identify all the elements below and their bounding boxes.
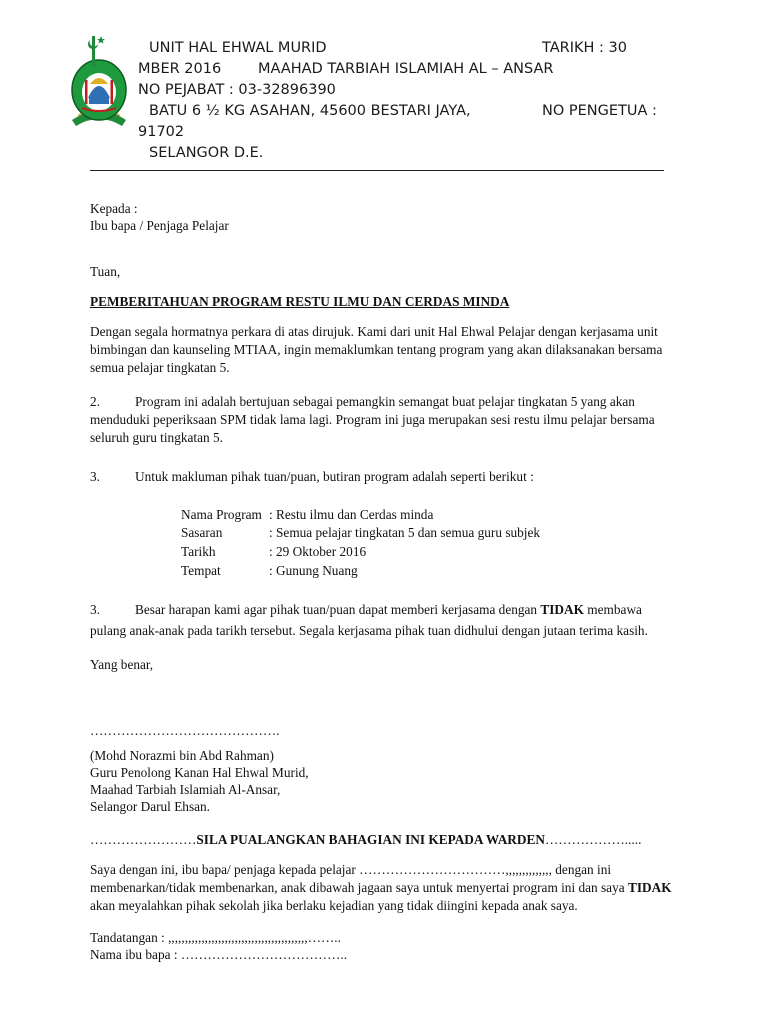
signatory-org: Maahad Tarbiah Islamiah Al-Ansar, xyxy=(90,782,281,797)
header-state: SELANGOR D.E. xyxy=(149,145,264,161)
paragraph-3-text: Untuk makluman pihak tuan/puan, butiran program adalah seperti berikut : xyxy=(135,469,534,484)
return-slip-text-1: Saya dengan ini, ibu bapa/ penjaga kepada pelajar ……………………………,,,,,,,,,,,,,, dengan ini membenarkan/tidak membenarkan, anak dibawah jagaan saya untuk menyertai program ini dan saya xyxy=(90,862,628,895)
closing: Yang benar, xyxy=(90,657,154,672)
detail-label: Sasaran xyxy=(181,525,223,540)
school-logo xyxy=(68,32,130,128)
paragraph-2-text: Program ini adalah bertujuan sebagai pemangkin semangat buat pelajar tingkatan 5 yang akan menduduki peperiksaan SPM tidak lama lagi. Program ini juga merupakan sesi restu ilmu pelajar bersama seluruh guru tingkatan 5. xyxy=(90,394,655,445)
recipient-name: Ibu bapa / Penjaga Pelajar xyxy=(90,218,229,233)
return-slip-emphasis: TIDAK xyxy=(627,880,672,895)
signatory-state: Selangor Darul Ehsan. xyxy=(90,799,211,814)
signature-field: Tandatangan : ,,,,,,,,,,,,,,,,,,,,,,,,,,,,,,,,,,,,,,,,,,…….. xyxy=(90,930,341,945)
signatory-title: Guru Penolong Kanan Hal Ehwal Murid, xyxy=(90,765,309,780)
signatory-name: (Mohd Norazmi bin Abd Rahman) xyxy=(90,748,274,763)
detail-label: Tarikh xyxy=(181,544,216,559)
paragraph-3 xyxy=(90,468,680,486)
paragraph-1: Dengan segala hormatnya perkara di atas dirujuk. Kami dari unit Hal Ehwal Pelajar dengan kerjasama unit bimbingan dan kaunseling MTIAA, ingin memaklumkan tentang program yang akan dilaksanakan bersama semua pelajar tingkatan 5. xyxy=(90,324,663,375)
recipient-label: Kepada : xyxy=(90,201,138,216)
subject-text: PEMBERITAHUAN PROGRAM RESTU ILMU DAN CERDAS MINDA xyxy=(90,294,510,309)
header-unit: UNIT HAL EHWAL MURID xyxy=(149,40,327,56)
detail-value: : Gunung Nuang xyxy=(269,563,358,578)
detail-label: Tempat xyxy=(181,563,221,578)
header-divider xyxy=(90,170,664,171)
subject-heading xyxy=(90,293,509,311)
paragraph-2 xyxy=(90,393,680,447)
paragraph-3-number: 3. xyxy=(90,469,100,484)
paragraph-4-text-before: Besar harapan kami agar pihak tuan/puan dapat memberi kerjasama dengan xyxy=(135,602,541,617)
signature-line: ……………………………………. xyxy=(90,723,280,738)
header-phone: NO PEJABAT : 03-32896390 xyxy=(138,82,336,98)
paragraph-4-text-after: membawa pulang anak-anak pada tarikh tersebut. Segala kerjasama pihak tuan didhului dengan jutaan terima kasih. xyxy=(90,602,648,638)
return-slip-heading xyxy=(90,831,641,849)
detail-row xyxy=(181,506,433,524)
parent-name-field: Nama ibu bapa : ……………………………….. xyxy=(90,947,348,962)
paragraph-4-emphasis: TIDAK xyxy=(540,602,584,617)
header-principal-number: 91702 xyxy=(138,124,185,140)
detail-value: : Semua pelajar tingkatan 5 dan semua guru subjek xyxy=(269,525,541,540)
header-school-name: MAAHAD TARBIAH ISLAMIAH AL – ANSAR xyxy=(258,61,554,77)
header-date-label: TARIKH : 30 xyxy=(542,40,627,56)
paragraph-4 xyxy=(90,599,680,641)
return-slip-text-2: akan meyalahkan pihak sekolah jika berlaku kejadian yang tidak diingini kepada anak saya. xyxy=(90,898,578,913)
detail-value: : 29 Oktober 2016 xyxy=(269,544,367,559)
paragraph-4-number: 3. xyxy=(90,602,100,617)
return-slip-text xyxy=(90,861,680,915)
detail-label: Nama Program xyxy=(181,507,262,522)
return-slip-dots-left: …………………… xyxy=(90,832,197,847)
return-slip-dots-right: ………………..... xyxy=(544,832,642,847)
salutation: Tuan, xyxy=(90,264,121,279)
paragraph-2-number: 2. xyxy=(90,394,100,409)
header-principal-label: NO PENGETUA : xyxy=(542,103,657,119)
detail-value: : Restu ilmu dan Cerdas minda xyxy=(269,507,434,522)
return-slip-title: SILA PUALANGKAN BAHAGIAN INI KEPADA WARDEN xyxy=(196,832,545,847)
detail-row xyxy=(181,562,358,580)
detail-row xyxy=(181,524,540,542)
header-date-continued: MBER 2016 xyxy=(138,61,222,77)
detail-row xyxy=(181,543,366,561)
header-address: BATU 6 ½ KG ASAHAN, 45600 BESTARI JAYA, xyxy=(149,103,471,119)
